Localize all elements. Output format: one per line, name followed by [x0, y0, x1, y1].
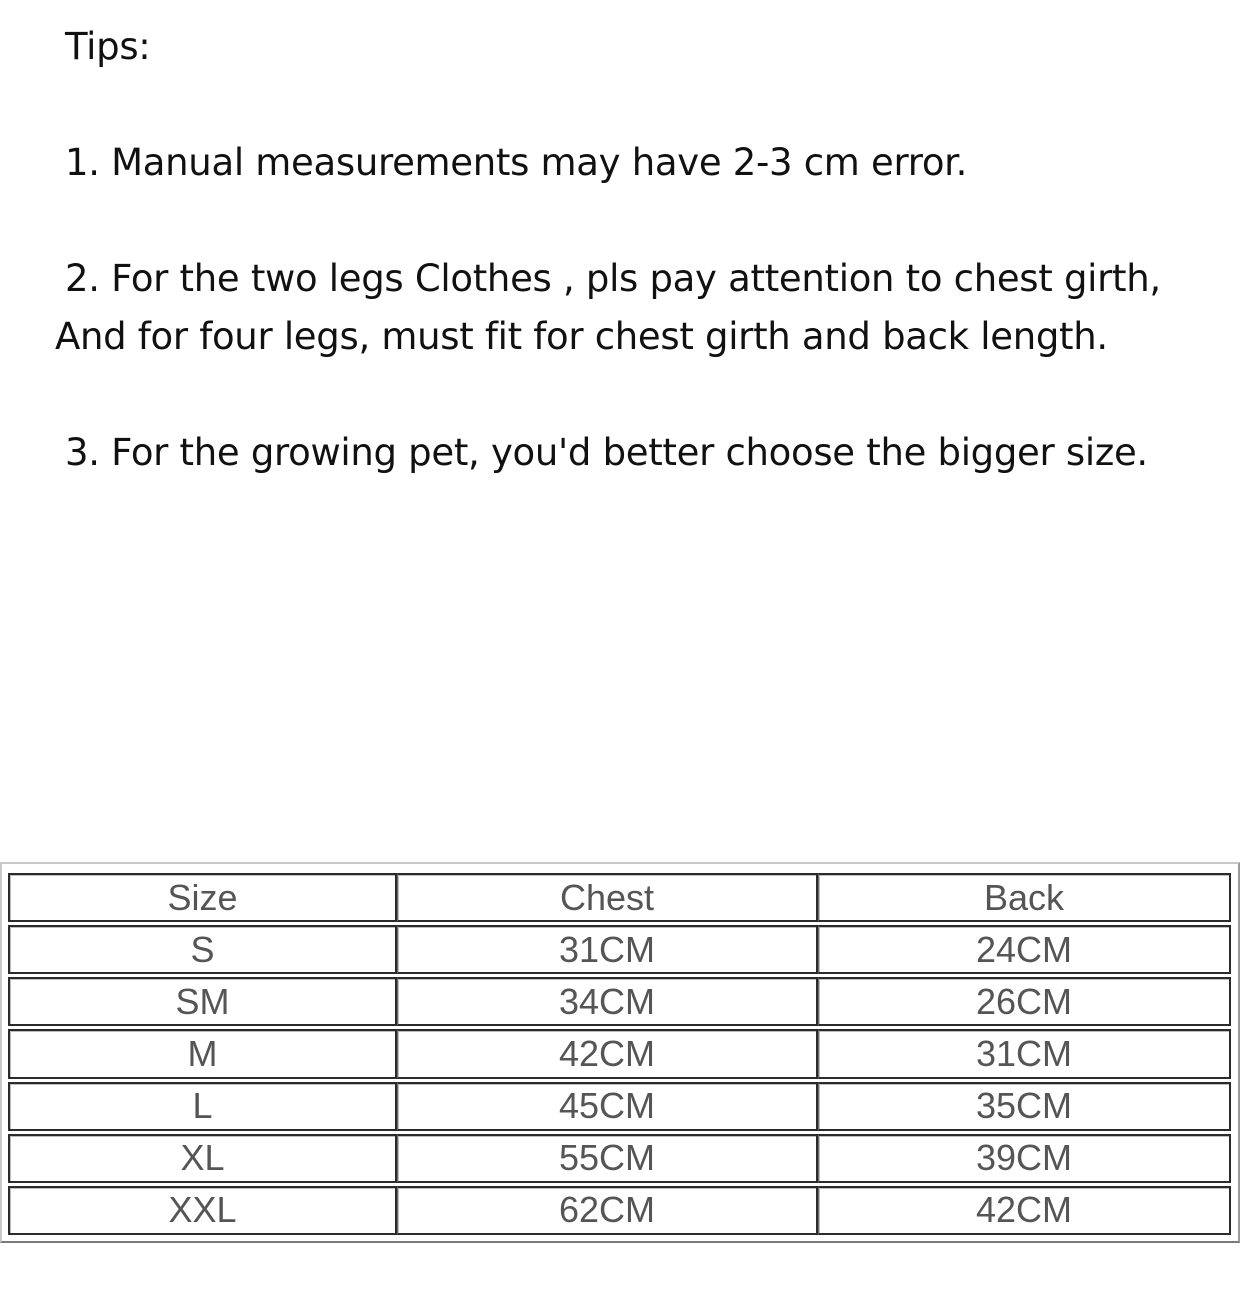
- back-cell: 35CM: [818, 1082, 1231, 1131]
- header-size: Size: [8, 873, 397, 922]
- size-cell: S: [8, 925, 397, 974]
- tip-item-1: 1. Manual measurements may have 2-3 cm error.: [65, 141, 968, 184]
- header-back: Back: [818, 873, 1231, 922]
- size-cell: XXL: [8, 1186, 397, 1235]
- back-cell: 42CM: [818, 1186, 1231, 1235]
- size-cell: SM: [8, 977, 397, 1026]
- back-cell: 31CM: [818, 1029, 1231, 1078]
- tips-section: [55, 18, 1175, 482]
- header-chest: Chest: [397, 873, 818, 922]
- back-cell: 24CM: [818, 925, 1231, 974]
- table-row: [8, 1082, 1231, 1131]
- size-cell: M: [8, 1029, 397, 1078]
- tip-item-2: 2. For the two legs Clothes , pls pay attention to chest girth, And for four legs, must fit for chest girth and back length.: [55, 257, 1161, 358]
- size-cell: XL: [8, 1134, 397, 1183]
- size-cell: L: [8, 1082, 397, 1131]
- chest-cell: 45CM: [397, 1082, 818, 1131]
- size-table: [8, 870, 1231, 1238]
- chest-cell: 34CM: [397, 977, 818, 1026]
- chest-cell: 62CM: [397, 1186, 818, 1235]
- table-row: [8, 1029, 1231, 1078]
- chest-cell: 55CM: [397, 1134, 818, 1183]
- chest-cell: 31CM: [397, 925, 818, 974]
- tip-item-3: 3. For the growing pet, you'd better choose the bigger size.: [65, 431, 1148, 474]
- back-cell: 26CM: [818, 977, 1231, 1026]
- table-row: [8, 925, 1231, 974]
- chest-cell: 42CM: [397, 1029, 818, 1078]
- size-chart: [0, 862, 1240, 1243]
- table-row: [8, 977, 1231, 1026]
- tips-heading: Tips:: [65, 25, 151, 68]
- table-header-row: [8, 873, 1231, 922]
- back-cell: 39CM: [818, 1134, 1231, 1183]
- table-row: [8, 1186, 1231, 1235]
- table-row: [8, 1134, 1231, 1183]
